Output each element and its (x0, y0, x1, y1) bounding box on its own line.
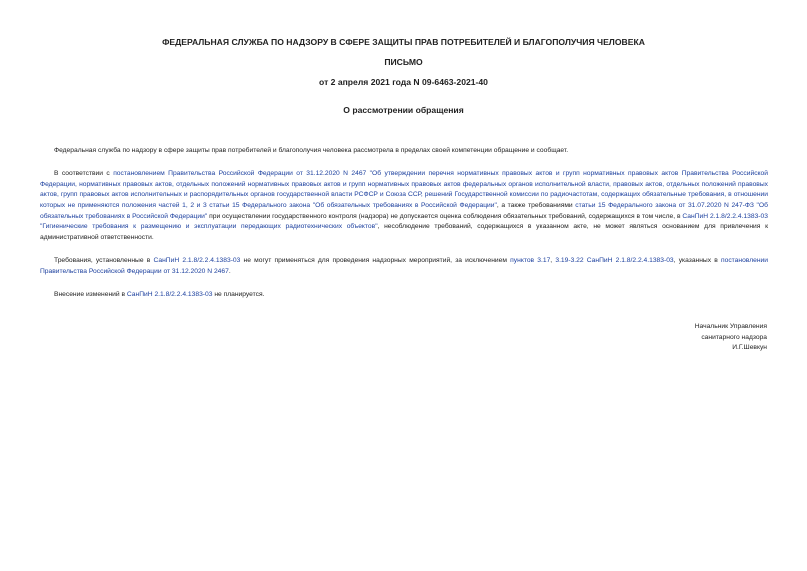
paragraph-text: Требования, установленные в (54, 256, 154, 264)
link-government-decree-2467[interactable]: постановлении Правительства Российской Федерации от 31.12.2020 N 2467 (40, 256, 768, 275)
paragraph-text: , указанных в (673, 256, 721, 264)
paragraph-text: при осуществлении государственного контроля (надзора) не допускается оценка соблюдения обязательных требований, содержащихся в том числе, в (207, 212, 683, 220)
document-date-number: от 2 апреля 2021 года N 09-6463-2021-40 (319, 77, 488, 87)
paragraph-no-changes (40, 290, 768, 301)
signature-department: санитарного надзора (701, 333, 767, 341)
document-body (40, 146, 768, 313)
paragraph-intro (40, 146, 768, 157)
link-government-decree[interactable]: постановлением Правительства Российской Федерации от 31.12.2020 N 2467 "Об утверждении перечня нормативных правовых актов и групп нормативных правовых актов Правительства Российской Федерации, нормативных правовых актов, отдельных положений нормативных правовых актов и групп нормативных правовых актов федеральных органов исполнительной власти, правовых актов, отдельных положений правовых актов, групп правовых актов исполнительных и распорядительных органов государственной власти РСФСР и Союза ССР, решений Государственной комиссии по радиочастотам, содержащих обязательные требования, в отношении которых не применяются положения частей 1, 2 и 3 статьи 15 Федерального закона "Об обязательных требованиях в Российской Федерации" (40, 170, 768, 209)
paragraph-text: Внесение изменений в (54, 290, 127, 298)
agency-title: ФЕДЕРАЛЬНАЯ СЛУЖБА ПО НАДЗОРУ В СФЕРЕ ЗАЩИТЫ ПРАВ ПОТРЕБИТЕЛЕЙ И БЛАГОПОЛУЧИЯ ЧЕЛОВЕКА (162, 37, 645, 47)
link-sanpin-changes[interactable]: СанПиН 2.1.8/2.2.4.1383-03 (126, 290, 213, 298)
paragraph-text: , (550, 256, 556, 264)
paragraph-text: не планируется. (212, 290, 265, 298)
link-sanpin[interactable]: СанПиН 2.1.8/2.2.4.1383-03 (153, 256, 241, 264)
paragraph-requirements (40, 256, 768, 277)
signature-position: Начальник Управления (694, 323, 767, 330)
link-federal-law-article-15[interactable]: статьи 15 Федерального закона от 31.07.2020 N 247-ФЗ "Об обязательных требованиях в Российской Федерации" (40, 201, 768, 220)
link-sanpin-title[interactable]: СанПиН 2.1.8/2.2.4.1383-03 "Гигиенические требования к размещению и эксплуатации передающих радиотехнических объектов" (40, 212, 768, 231)
paragraph-text: Федеральная служба по надзору в сфере защиты прав потребителей и благополучия человека рассмотрела в пределах своей компетенции обращение и сообщает. (54, 147, 569, 154)
document-subject: О рассмотрении обращения (343, 105, 464, 115)
signature-block (695, 322, 767, 354)
link-clauses-3-19-3-22[interactable]: 3.19-3.22 СанПиН 2.1.8/2.2.4.1383-03 (555, 256, 674, 264)
paragraph-text: , несоблюдение требований, содержащихся в указанном акте, не может являться основанием для привлечения к административной ответственности. (40, 223, 768, 241)
document-type: ПИСЬМО (384, 57, 423, 67)
paragraph-text: В соответствии с (54, 170, 114, 178)
link-clause-3-17[interactable]: пунктов 3.17 (510, 256, 551, 264)
paragraph-legal-basis (40, 169, 768, 243)
paragraph-text: не могут применяться для проведения надзорных мероприятий, за исключением (240, 256, 511, 264)
signature-name: И.Г.Шевкун (732, 344, 767, 352)
paragraph-text: , а также требованиями (496, 201, 576, 209)
paragraph-text: . (228, 267, 231, 275)
